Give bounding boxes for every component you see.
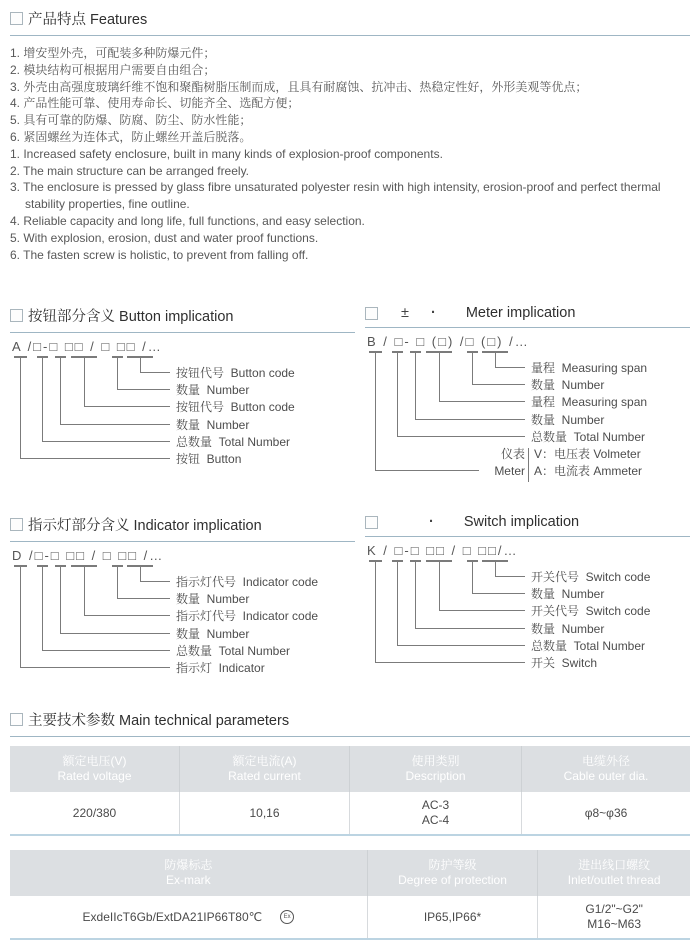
meter-implication-title-text: Meter implication [465, 305, 576, 322]
horizontal-connector [20, 458, 170, 459]
header-en: Ex-mark [166, 873, 211, 888]
button-implication-title-text: 按钮部分含义 Button implication [28, 309, 234, 326]
format-code-line: K / □-□ □□ / □ □□/… [367, 543, 519, 559]
feature-item-en: 3. The enclosure is pressed by glass fibre unsaturated polyester resin with high intensity, erosion-proof and perfect thermal stability properties, fine outline. [10, 180, 661, 212]
vertical-connector [117, 565, 118, 598]
format-code-line: B / □- □ (□) /□ (□) /… [367, 334, 530, 350]
table-row [10, 896, 690, 938]
switch-implication-title [365, 514, 690, 530]
technical-parameters-title-text: 主要技术参数 Main technical parameters [28, 713, 290, 730]
feature-item-cn: 3. 外壳由高强度玻璃纤维不饱和聚酯树脂压制而成，且具有耐腐蚀、抗冲击、热稳定性好，外形美观等优点； [10, 79, 588, 94]
button-implication-title [10, 305, 365, 326]
features-section [10, 8, 690, 263]
diagram-label: 指示灯代号 Indicator code [176, 609, 319, 624]
feature-item-cn: 6. 紧固螺丝为连体式，防止螺丝开盖后脱落。 [10, 129, 252, 144]
diagram-label: 数量 Number [531, 413, 605, 428]
horizontal-connector [140, 581, 170, 582]
indicator-code-diagram [10, 548, 350, 681]
section-divider [10, 332, 355, 333]
table-row [10, 792, 690, 834]
header-cn: 额定电压(V) [62, 754, 127, 769]
diagram-label: 数量 Number [531, 378, 605, 393]
technical-parameters-section [10, 709, 690, 940]
horizontal-connector [439, 610, 525, 611]
vertical-connector [397, 351, 398, 436]
diagram-label: 数量 Number [176, 383, 250, 398]
section-divider [365, 536, 690, 537]
header-en: Inlet/outlet thread [567, 873, 661, 888]
horizontal-connector [439, 401, 525, 402]
indicator-implication-title-text: 指示灯部分含义 Indicator implication [28, 518, 262, 535]
header-en: Degree of protection [398, 873, 507, 888]
vertical-connector [375, 560, 376, 662]
protection-table [10, 850, 690, 940]
vertical-connector [415, 560, 416, 628]
features-title-text: 产品特点 Features [28, 12, 148, 28]
cell-inlet-outlet-thread [538, 896, 690, 938]
vertical-connector [140, 565, 141, 581]
vertical-connector [60, 565, 61, 633]
diagram-label: 按钮 Button [176, 452, 242, 467]
features-title [10, 8, 690, 29]
indicator-implication-title [10, 514, 365, 535]
horizontal-connector [375, 470, 479, 471]
header-cn: 额定电流(A) [232, 754, 297, 769]
horizontal-connector [397, 436, 525, 437]
diagram-label: 指示灯代号 Indicator code [176, 575, 319, 590]
format-code-line: A /□-□ □□ / □ □□ /… [12, 339, 163, 355]
diagram-label: 总数量 Total Number [531, 639, 646, 654]
horizontal-connector [472, 593, 525, 594]
diagram-label: 指示灯 Indicator [176, 661, 265, 676]
value-line: AC-3 [421, 798, 450, 813]
meter-label-cn: 仪表 [500, 447, 525, 462]
meter-divider-line [528, 448, 529, 482]
horizontal-connector [60, 424, 170, 425]
diagram-label: 总数量 Total Number [176, 644, 291, 659]
section-divider [10, 541, 355, 542]
button-code-diagram [10, 339, 350, 472]
horizontal-connector [397, 645, 525, 646]
diagram-label: 数量 Number [531, 622, 605, 637]
feature-item-cn: 2. 模块结构可根据用户需要自由组合； [10, 62, 216, 77]
diagram-label: 总数量 Total Number [531, 430, 646, 445]
value-line: AC-4 [421, 813, 450, 828]
technical-parameters-title [10, 709, 690, 730]
diagram-label: 数量 Number [176, 418, 250, 433]
vertical-connector [20, 565, 21, 667]
format-code-line: D /□-□ □□ / □ □□ /… [12, 548, 165, 564]
cell-cable-outer-dia [522, 792, 690, 834]
vertical-connector [439, 351, 440, 401]
square-bullet-icon [10, 12, 23, 25]
horizontal-connector [42, 441, 170, 442]
switch-implication-title-text: Switch implication [463, 514, 580, 531]
header-inlet-outlet-thread [538, 850, 690, 896]
diagram-label: 数量 Number [176, 592, 250, 607]
header-en: Rated voltage [57, 769, 132, 784]
cell-rated-voltage [10, 792, 180, 834]
vertical-connector [140, 356, 141, 372]
feature-item-en: 2. The main structure can be arranged freely. [10, 163, 250, 178]
horizontal-connector [472, 384, 525, 385]
switch-code-diagram [365, 543, 700, 676]
voltmeter-label: V：电压表 Volmeter [534, 447, 641, 462]
vertical-connector [20, 356, 21, 458]
plus-minus-glyph: ± [401, 305, 409, 322]
section-divider [10, 35, 690, 36]
vertical-connector [117, 356, 118, 389]
indicator-implication-section [10, 514, 365, 681]
horizontal-connector [60, 633, 170, 634]
value-line: M16~M63 [587, 917, 641, 932]
vertical-connector [472, 351, 473, 384]
horizontal-connector [375, 662, 525, 663]
diagram-label: 开关代号 Switch code [531, 604, 651, 619]
feature-item-cn: 5. 具有可靠的防爆、防腐、防尘、防水性能； [10, 113, 252, 128]
vertical-connector [84, 356, 85, 406]
square-bullet-icon [10, 309, 23, 322]
ammeter-label: A：电流表 Ammeter [534, 464, 643, 479]
cell-degree-of-protection [368, 896, 539, 938]
header-cable-outer-dia [522, 746, 690, 792]
meter-implication-title [365, 305, 690, 321]
square-bullet-icon [10, 518, 23, 531]
diagram-label: 数量 Number [531, 587, 605, 602]
diagram-label: 开关代号 Switch code [531, 570, 651, 585]
horizontal-connector [84, 406, 170, 407]
cell-ex-mark [10, 896, 368, 938]
square-bullet-icon [365, 516, 378, 529]
horizontal-connector [117, 389, 170, 390]
table-header-row [10, 746, 690, 792]
header-en: Cable outer dia. [563, 769, 649, 784]
vertical-connector [42, 356, 43, 441]
section-divider [365, 327, 690, 328]
header-en: Rated current [228, 769, 301, 784]
meter-code-diagram [365, 334, 700, 484]
cell-description [350, 792, 522, 834]
horizontal-connector [140, 372, 170, 373]
horizontal-connector [42, 650, 170, 651]
vertical-connector [375, 351, 376, 470]
implication-row-2 [10, 514, 690, 681]
horizontal-connector [415, 628, 525, 629]
diagram-label: 按钮代号 Button code [176, 400, 295, 415]
horizontal-connector [495, 367, 525, 368]
feature-item-cn: 1. 增安型外壳，可配装多种防爆元件； [10, 46, 216, 60]
diagram-label: 开关 Switch [531, 656, 598, 671]
feature-item-cn: 4. 产品性能可靠、使用寿命长、切能齐全、选配方便； [10, 96, 300, 111]
vertical-connector [472, 560, 473, 593]
header-ex-mark [10, 850, 368, 896]
cell-rated-current [180, 792, 350, 834]
button-implication-section [10, 305, 365, 484]
value: IP65,IP66* [423, 909, 482, 924]
header-cn: 进出线口螺纹 [578, 858, 651, 873]
feature-item-en: 1. Increased safety enclosure, built in many kinds of explosion-proof components. [10, 146, 443, 161]
header-description [350, 746, 522, 792]
dot-glyph: · [430, 305, 436, 322]
feature-item-en: 4. Reliable capacity and long life, full functions, and easy selection. [10, 213, 365, 228]
value-line: G1/2"~G2" [585, 902, 643, 917]
header-en: Description [405, 769, 466, 784]
feature-item-en: 5. With explosion, erosion, dust and water proof functions. [10, 230, 319, 245]
feature-item-en: 6. The fasten screw is holistic, to prevent from falling off. [10, 247, 309, 262]
ex-mark-value: ExdeIIcT6Gb/ExtDA21IP66T80℃ [82, 909, 263, 924]
diagram-label: 总数量 Total Number [176, 435, 291, 450]
header-cn: 电缆外径 [582, 754, 631, 769]
switch-implication-section [365, 514, 690, 681]
dot-glyph: · [429, 514, 434, 531]
header-rated-current [180, 746, 350, 792]
value: φ8~φ36 [584, 805, 628, 820]
diagram-label: 按钮代号 Button code [176, 366, 295, 381]
vertical-connector [84, 565, 85, 615]
implication-row-1 [10, 305, 690, 484]
header-degree-of-protection [368, 850, 539, 896]
vertical-connector [495, 560, 496, 576]
square-bullet-icon [10, 713, 23, 726]
value: 220/380 [72, 805, 117, 820]
vertical-connector [415, 351, 416, 419]
features-list [10, 45, 690, 263]
vertical-connector [42, 565, 43, 650]
value: 10,16 [249, 805, 280, 820]
diagram-label: 数量 Number [176, 627, 250, 642]
meter-implication-section [365, 305, 690, 484]
horizontal-connector [84, 615, 170, 616]
ex-mark-value-wrap [10, 910, 367, 925]
horizontal-connector [117, 598, 170, 599]
diagram-label: 量程 Measuring span [531, 395, 648, 410]
header-cn: 防护等级 [428, 858, 477, 873]
ex-certification-icon: Ex [280, 910, 294, 924]
vertical-connector [495, 351, 496, 367]
vertical-connector [397, 560, 398, 645]
vertical-connector [439, 560, 440, 610]
vertical-connector [60, 356, 61, 424]
header-cn: 防爆标志 [164, 858, 213, 873]
meter-label-en: Meter [494, 464, 525, 479]
diagram-label: 量程 Measuring span [531, 361, 648, 376]
square-bullet-icon [365, 307, 378, 320]
section-divider [10, 736, 690, 737]
horizontal-connector [495, 576, 525, 577]
header-cn: 使用类别 [411, 754, 460, 769]
header-rated-voltage [10, 746, 180, 792]
table-header-row [10, 850, 690, 896]
ratings-table [10, 746, 690, 836]
horizontal-connector [415, 419, 525, 420]
horizontal-connector [20, 667, 170, 668]
